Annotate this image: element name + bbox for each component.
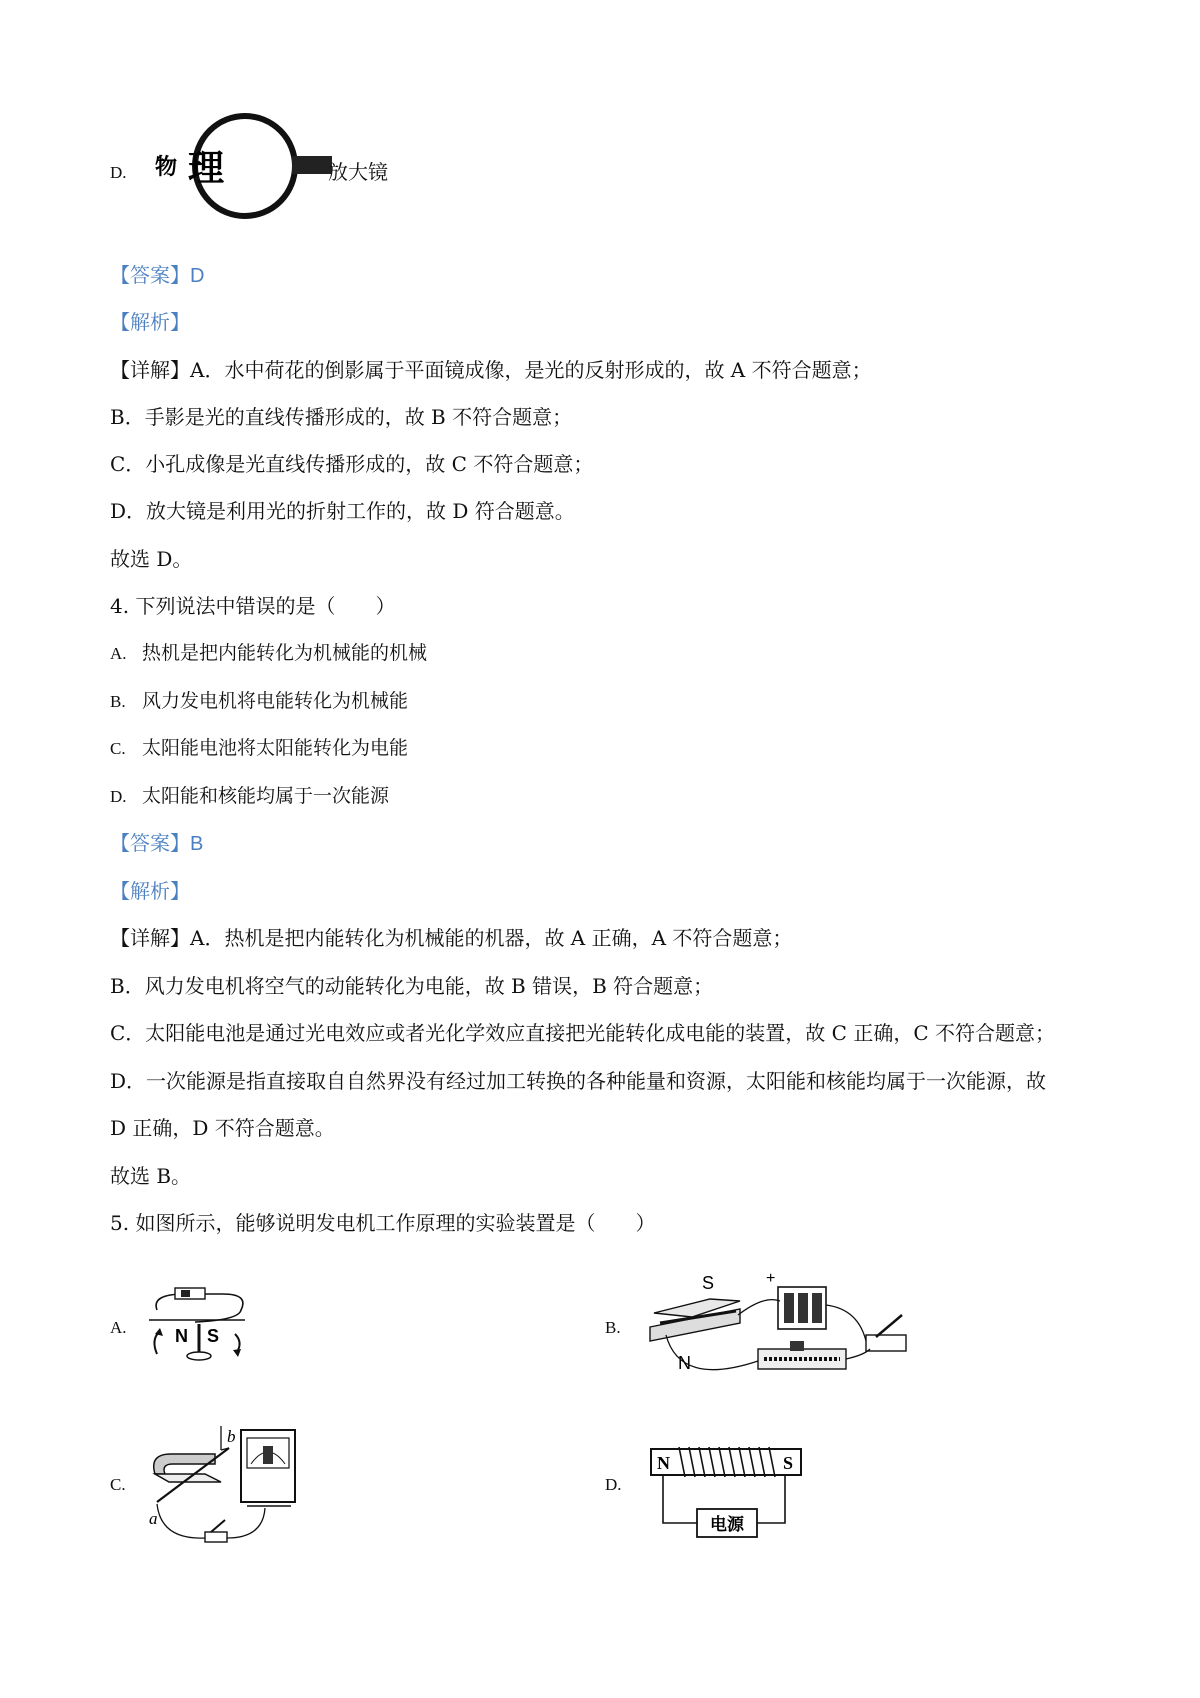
q4-detail-line: D 正确，D 不符合题意。	[110, 1116, 335, 1140]
answer-tag: 【答案】	[110, 831, 190, 855]
q4-detail-line: 【详解】A．热机是把内能转化为机械能的机器，故 A 正确，A 不符合题意；	[110, 926, 793, 950]
q4-option-c	[110, 736, 408, 761]
electromagnet-label-s: S	[783, 1453, 794, 1473]
option-text: 风力发电机将电能转化为机械能	[142, 690, 409, 712]
magnifier-text-right: 理	[188, 147, 225, 189]
option-letter: B.	[110, 692, 126, 711]
q3-answer	[110, 263, 204, 288]
q4-detail-line: B．风力发电机将空气的动能转化为电能，故 B 错误，B 符合题意；	[110, 974, 714, 998]
q3-conclusion: 故选 D。	[110, 547, 193, 571]
q5-option-b-letter: B.	[605, 1318, 621, 1337]
magnifier-text-left: 物	[155, 154, 178, 180]
option-text: 热机是把内能转化为机械能的机械	[142, 642, 428, 664]
q5-option-a-figure	[145, 1280, 255, 1365]
magnifier-caption: 放大镜	[328, 160, 388, 184]
q4-option-d	[110, 784, 389, 809]
magnifier-figure	[150, 108, 340, 223]
compass-label-n: N	[175, 1326, 188, 1346]
q5-question: 5. 如图所示，能够说明发电机工作原理的实验装置是（ ）	[110, 1211, 656, 1235]
q4-detail-line: D．一次能源是指直接取自自然界没有经过加工转换的各种能量和资源，太阳能和核能均属于一次能源，故	[110, 1069, 1047, 1093]
battery-plus: +	[766, 1270, 776, 1287]
q4-question: 4. 下列说法中错误的是（ ）	[110, 594, 396, 618]
q5-option-c-letter: C.	[110, 1475, 126, 1494]
answer-value: B	[190, 833, 204, 855]
compass-label-s: S	[207, 1326, 220, 1346]
q3-detail-line: 【详解】A．水中荷花的倒影属于平面镜成像，是光的反射形成的，故 A 不符合题意；	[110, 358, 872, 382]
power-source-label: 电源	[710, 1515, 744, 1535]
answer-tag: 【答案】	[110, 263, 190, 287]
wire-label-a: a	[149, 1509, 158, 1528]
option-d-magnifier	[110, 160, 142, 185]
q4-conclusion: 故选 B。	[110, 1164, 192, 1188]
q5-option-d-figure	[645, 1445, 815, 1550]
q5-option-d-letter: D.	[605, 1475, 622, 1494]
q4-option-b	[110, 689, 408, 714]
q3-detail-line: B．手影是光的直线传播形成的，故 B 不符合题意；	[110, 405, 573, 429]
q3-detail-line: D．放大镜是利用光的折射工作的，故 D 符合题意。	[110, 499, 575, 523]
magnet-label-s: S	[702, 1273, 715, 1293]
option-letter: D.	[110, 163, 127, 182]
q5-option-b-figure	[640, 1265, 920, 1390]
q4-detail-line: C．太阳能电池是通过光电效应或者光化学效应直接把光能转化成电能的装置，故 C 正确，C 不符合题意；	[110, 1021, 1055, 1045]
wire-label-b: b	[227, 1427, 236, 1446]
option-letter: C.	[110, 739, 126, 758]
q4-analysis-tag: 【解析】	[110, 879, 190, 903]
answer-value: D	[190, 265, 205, 287]
option-letter: D.	[110, 787, 127, 806]
option-letter: A.	[110, 644, 127, 663]
magnet-label-n: N	[678, 1353, 691, 1373]
q5-option-a-letter: A.	[110, 1318, 127, 1337]
electromagnet-label-n: N	[657, 1453, 670, 1473]
option-text: 太阳能电池将太阳能转化为电能	[142, 737, 409, 759]
q4-option-a	[110, 641, 427, 666]
q5-option-c-figure	[145, 1420, 305, 1555]
q3-analysis-tag: 【解析】	[110, 310, 190, 334]
q4-answer	[110, 831, 203, 856]
q3-detail-line: C．小孔成像是光直线传播形成的，故 C 不符合题意；	[110, 452, 594, 476]
option-text: 太阳能和核能均属于一次能源	[142, 785, 390, 807]
